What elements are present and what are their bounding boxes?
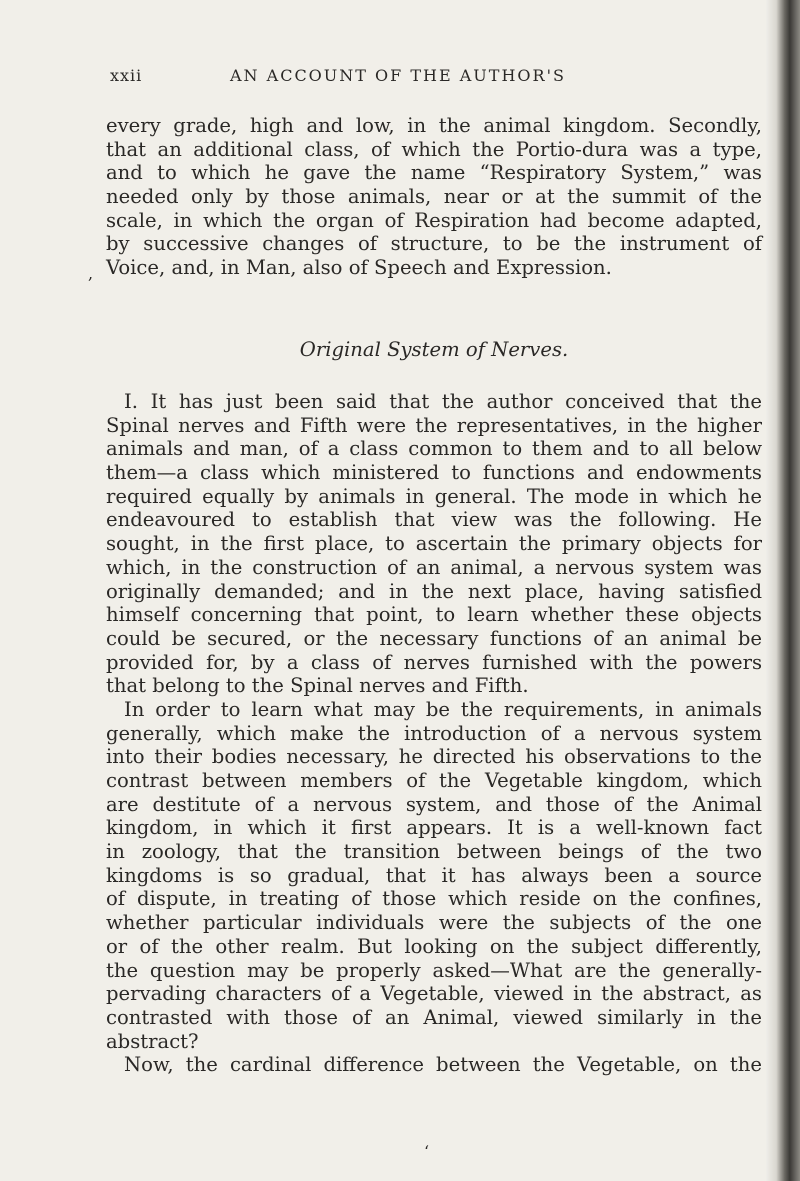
text-line: that belong to the Spinal nerves and Fifth. — [106, 674, 529, 698]
text-line: himself concerning that point, to learn whether these objects — [106, 603, 762, 627]
text-line: scale, in which the organ of Respiration had become adapted, — [106, 208, 762, 232]
text-line: Spinal nerves and Fifth were the representatives, in the higher — [106, 413, 762, 437]
text-line: contrast between members of the Vegetable kingdom, which — [106, 769, 762, 792]
book-binding-edge — [766, 0, 800, 1181]
text-line: pervading characters of a Vegetable, viewed in the abstract, as — [106, 982, 762, 1006]
text-line: Now, the cardinal difference between the Vegetable, on the — [124, 1053, 762, 1077]
text-line: the question may be properly asked—What are the generally- — [106, 958, 762, 982]
text-block — [106, 114, 762, 1077]
text-line: contrasted with those of an Animal, viewed similarly in the — [106, 1005, 762, 1029]
page-number: xxii — [110, 66, 143, 85]
section-heading: Original System of Nerves. — [299, 338, 569, 361]
text-line: could be secured, or the necessary functions of an animal be — [106, 626, 762, 650]
text-line: generally, which make the introduction of a nervous system — [106, 721, 762, 745]
stray-mark: ‘ — [424, 1142, 430, 1161]
text-line: originally demanded; and in the next place, having satisfied — [106, 579, 762, 603]
paragraph-4 — [106, 1053, 762, 1077]
text-line: of dispute, in treating of those which reside on the confines, — [106, 887, 762, 911]
text-line: or of the other realm. But looking on the subject differently, — [106, 934, 762, 958]
text-line: whether particular individuals were the subjects of the one — [106, 911, 762, 935]
text-line: provided for, by a class of nerves furnished with the powers — [106, 650, 762, 674]
text-line: Voice, and, in Man, also of Speech and Expression. — [106, 256, 612, 280]
text-line: and to which he gave the name “Respiratory System,” was — [106, 161, 762, 185]
text-line: which, in the construction of an animal, a nervous system was — [106, 555, 762, 579]
text-line: I. It has just been said that the author conceived that the — [124, 390, 762, 413]
running-head — [100, 66, 760, 92]
text-line: by successive changes of structure, to be the instrument of — [106, 232, 762, 256]
text-line: needed only by those animals, near or at the summit of the — [106, 185, 762, 209]
paragraph-2 — [106, 390, 762, 1077]
text-line: sought, in the first place, to ascertain the primary objects for — [106, 532, 762, 556]
running-head-title: AN ACCOUNT OF THE AUTHOR'S — [230, 66, 566, 85]
text-line: animals and man, of a class common to them and to all below — [106, 437, 762, 461]
text-line: every grade, high and low, in the animal kingdom. Secondly, — [106, 114, 762, 137]
text-line: them—a class which ministered to functions and endowments — [106, 461, 762, 485]
paragraph-1 — [106, 114, 762, 280]
text-line: that an additional class, of which the Portio-dura was a type, — [106, 137, 762, 161]
text-line: endeavoured to establish that view was the following. He — [106, 508, 762, 532]
text-line: In order to learn what may be the requirements, in animals — [124, 697, 762, 721]
text-line: are destitute of a nervous system, and those of the Animal — [106, 792, 762, 816]
stray-mark: , — [88, 264, 94, 283]
paragraph-3 — [106, 698, 762, 1053]
text-line: into their bodies necessary, he directed his observations to the — [106, 745, 762, 769]
text-line: in zoology, that the transition between beings of the two — [106, 840, 762, 864]
text-line: kingdom, in which it first appears. It is a well-known fact — [106, 816, 762, 840]
text-line: required equally by animals in general. The mode in which he — [106, 484, 762, 508]
text-line: kingdoms is so gradual, that it has always been a source — [106, 863, 762, 887]
text-line: abstract? — [106, 1029, 199, 1053]
